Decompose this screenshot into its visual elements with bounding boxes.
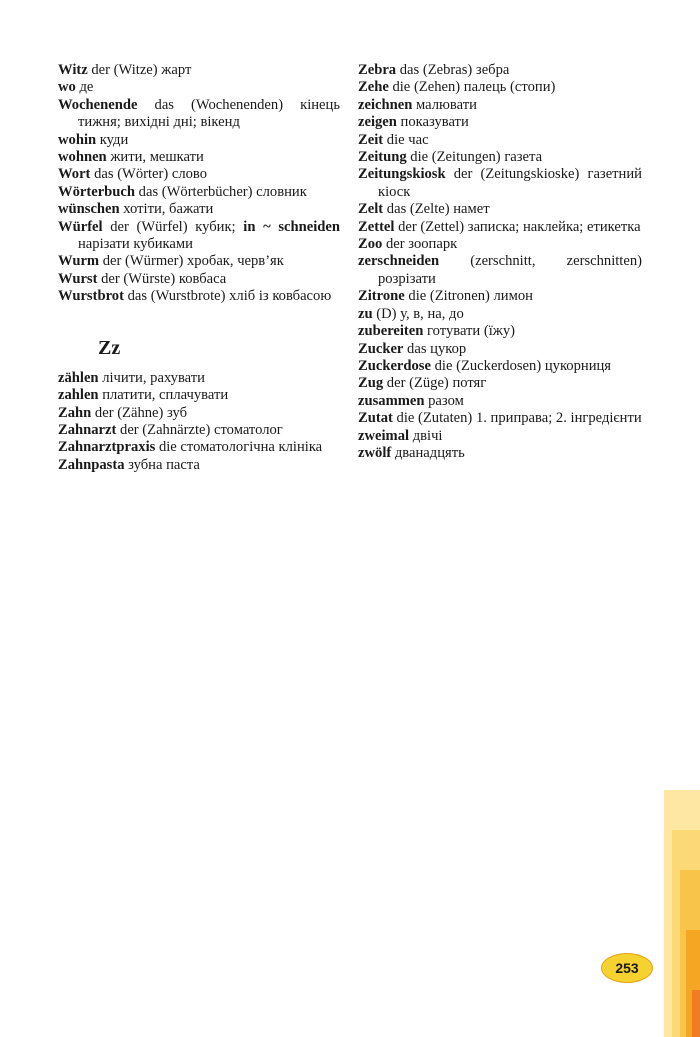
dictionary-entry: [58, 62, 340, 79]
dictionary-entry: [58, 166, 340, 183]
dictionary-entry: [358, 149, 642, 166]
entry-headword: wohin: [58, 131, 97, 148]
entry-headword: Witz: [58, 62, 88, 78]
dictionary-entry: [358, 341, 642, 358]
entry-definition: die (Zutaten) 1. приправа; 2. інгредієнти: [392, 410, 642, 427]
entry-definition: де: [75, 79, 94, 96]
entry-definition: die стоматологічна клініка: [155, 439, 323, 456]
dictionary-entry: [358, 219, 642, 236]
entry-headword: Zug: [358, 375, 384, 392]
dictionary-entry: [358, 132, 642, 149]
entry-headword: Wochenende: [58, 96, 138, 113]
dictionary-entry: [358, 288, 642, 305]
decorative-stripe: [692, 990, 700, 1037]
entry-definition: der (Witze) жарт: [87, 62, 192, 78]
entry-definition: der (Zähne) зуб: [91, 404, 188, 421]
entry-headword: Wörterbuch: [58, 183, 136, 200]
dictionary-entry: [358, 114, 642, 131]
dictionary-entry: [58, 457, 340, 474]
dictionary-entry: [358, 428, 642, 445]
dictionary-entry: [358, 445, 642, 462]
entry-definition: das цукор: [403, 340, 467, 357]
dictionary-entry: [358, 201, 642, 218]
entries-z: [58, 370, 340, 474]
entry-headword: in ~ schneiden: [243, 218, 340, 235]
entry-definition: показувати: [396, 114, 469, 131]
entry-headword: Wurm: [58, 253, 100, 270]
entry-headword: zwölf: [358, 444, 392, 461]
entry-headword: Zebra: [358, 62, 397, 78]
entry-headword: wünschen: [58, 201, 120, 218]
entry-definition: der зоопарк: [382, 236, 458, 253]
entry-definition: der (Zahnärzte) стоматолог: [116, 421, 283, 438]
entry-definition: das (Zebras) зебра: [396, 62, 510, 78]
dictionary-entry: [58, 422, 340, 439]
dictionary-entry: [358, 358, 642, 375]
entry-headword: Zahn: [58, 404, 92, 421]
entry-headword: zeigen: [358, 114, 397, 131]
section-letter-z: Zz: [98, 336, 121, 359]
entry-headword: Zettel: [358, 218, 395, 235]
entry-headword: Zucker: [358, 340, 404, 357]
entry-definition: der (Würmer) хробак, черв’як: [99, 253, 284, 270]
entry-definition: die (Zehen) палець (стопи): [388, 79, 556, 96]
dictionary-entry: [358, 79, 642, 96]
entry-headword: Zeitung: [358, 149, 407, 166]
dictionary-entry: [58, 201, 340, 218]
entry-definition: der (Würste) ковбаса: [97, 270, 227, 287]
entry-headword: Zahnarzt: [58, 421, 117, 438]
entry-definition: жити, мешкати: [106, 149, 204, 166]
dictionary-entry: [58, 184, 340, 201]
entry-definition: das (Wörter) слово: [90, 166, 208, 183]
dictionary-entry: [58, 387, 340, 404]
dictionary-entry: [58, 132, 340, 149]
entry-definition: (zerschnitt, zerschnitten) розрізати: [378, 253, 642, 287]
entry-definition: платити, сплачувати: [98, 387, 229, 404]
entry-definition: нарізати кубиками: [78, 236, 193, 253]
entry-definition: das (Wurstbrote) хліб із ковбасою: [123, 288, 332, 305]
dictionary-entry: [358, 375, 642, 392]
entry-definition: die (Zeitungen) газета: [406, 149, 543, 166]
entry-headword: Zeitungskiosk: [358, 166, 446, 183]
dictionary-entry: [58, 370, 340, 387]
entry-definition: die (Zuckerdosen) цукорниця: [430, 357, 612, 374]
entry-definition: das (Zelte) намет: [383, 201, 490, 218]
entry-definition: хотіти, бажати: [119, 201, 214, 218]
entry-definition: das (Wörterbücher) словник: [135, 183, 307, 200]
dictionary-entry: [58, 79, 340, 96]
entry-definition: двічі: [409, 427, 443, 444]
dictionary-entry: [58, 405, 340, 422]
entry-definition: der (Zeitungskioske) газетний кіоск: [378, 166, 642, 200]
entry-definition: der (Zettel) записка; наклейка; етикетка: [394, 218, 641, 235]
entry-headword: zerschneiden: [358, 253, 440, 270]
dictionary-entry: [58, 288, 340, 305]
page-number: 253: [615, 960, 639, 976]
entry-headword: zusammen: [358, 392, 425, 409]
entry-headword: zählen: [58, 369, 99, 386]
entry-definition: лічити, рахувати: [98, 369, 205, 386]
entry-headword: Wurst: [58, 270, 98, 287]
entry-headword: zubereiten: [358, 323, 424, 340]
entry-headword: Wort: [58, 166, 91, 183]
entry-headword: Zuckerdose: [358, 357, 431, 374]
entry-headword: Zoo: [358, 236, 383, 253]
entry-headword: Zelt: [358, 201, 384, 218]
left-column: [58, 62, 340, 474]
entry-headword: Zutat: [358, 410, 393, 427]
dictionary-entry: [58, 439, 340, 456]
entry-definition: der (Züge) потяг: [383, 375, 487, 392]
entry-headword: zweimal: [358, 427, 410, 444]
dictionary-entry: [358, 62, 642, 79]
entry-definition: die (Zitronen) лимон: [404, 288, 533, 305]
entry-headword: zu: [358, 305, 373, 322]
entry-definition: готувати (їжу): [423, 323, 516, 340]
entry-headword: zahlen: [58, 387, 99, 404]
page-number-badge: [601, 953, 653, 983]
dictionary-entry: [358, 97, 642, 114]
entry-headword: zeichnen: [358, 96, 413, 113]
entry-headword: Zahnpasta: [58, 456, 125, 473]
entry-definition: (D) у, в, на, до: [372, 305, 464, 322]
dictionary-entry: [58, 219, 340, 254]
dictionary-entry: [358, 410, 642, 427]
entry-headword: wo: [58, 79, 76, 96]
entry-headword: Würfel: [58, 218, 103, 235]
entry-headword: Zahnarztpraxis: [58, 439, 156, 456]
entry-headword: Zitrone: [358, 288, 405, 305]
entry-definition: дванадцять: [391, 444, 465, 461]
entry-headword: Zeit: [358, 131, 384, 148]
entry-headword: Wurstbrot: [58, 288, 124, 305]
dictionary-entry: [358, 393, 642, 410]
dictionary-entry: [58, 253, 340, 270]
entry-definition: der (Würfel) кубик;: [102, 218, 244, 235]
dictionary-entry: [58, 271, 340, 288]
entries-z-continued: [358, 62, 642, 462]
entry-definition: die час: [383, 131, 429, 148]
entries-w: [58, 62, 340, 306]
dictionary-entry: [58, 97, 340, 132]
entry-headword: wohnen: [58, 149, 107, 166]
dictionary-entry: [358, 323, 642, 340]
right-column: [358, 62, 642, 462]
entry-definition: das (Wochenenden) кінець тижня; вихідні дні; вікенд: [78, 96, 340, 131]
entry-definition: куди: [96, 131, 129, 148]
dictionary-entry: [358, 253, 642, 288]
dictionary-entry: [358, 236, 642, 253]
dictionary-entry: [58, 149, 340, 166]
dictionary-entry: [358, 166, 642, 201]
entry-definition: разом: [424, 392, 464, 409]
entry-definition: зубна паста: [124, 456, 200, 473]
entry-headword: Zehe: [358, 79, 389, 96]
dictionary-entry: [358, 306, 642, 323]
entry-definition: малювати: [412, 96, 477, 113]
